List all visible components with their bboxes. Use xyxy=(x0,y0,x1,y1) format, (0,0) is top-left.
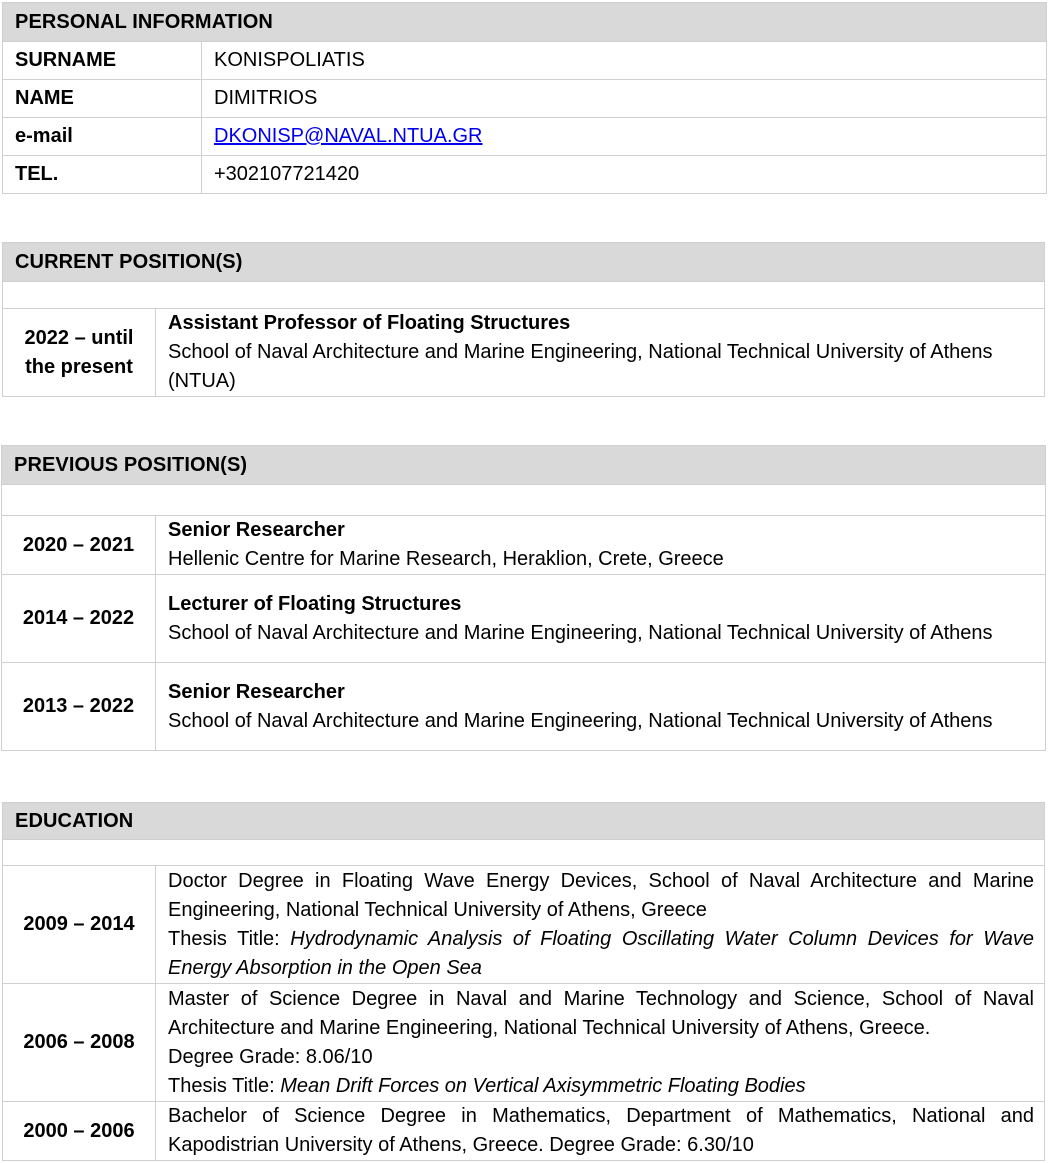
previous-positions-header: PREVIOUS POSITION(S) xyxy=(2,446,1046,485)
table-row xyxy=(3,1102,1045,1161)
position-years: 2013 – 2022 xyxy=(2,663,156,751)
table-row xyxy=(2,575,1046,663)
table-row xyxy=(2,663,1046,751)
position-organization: School of Naval Architecture and Marine Engineering, National Technical University of Athens xyxy=(168,709,993,732)
education-degree: Doctor Degree in Floating Wave Energy Devices, School of Naval Architecture and Marine Engineering, National Technical University of Athens, Greece xyxy=(168,869,1034,921)
thesis-label: Thesis Title: xyxy=(168,927,291,950)
email-link[interactable]: DKONISP@NAVAL.NTUA.GR xyxy=(214,125,483,147)
position-title: Senior Researcher xyxy=(168,519,345,541)
education-table xyxy=(2,802,1045,1161)
position-years: 2014 – 2022 xyxy=(2,575,156,663)
position-title: Lecturer of Floating Structures xyxy=(168,592,462,615)
education-degree: Master of Science Degree in Naval and Marine Technology and Science, School of Naval Architecture and Marine Engineering, National Technical University of Athens, Greece. xyxy=(168,987,1034,1039)
personal-information-table xyxy=(2,2,1047,194)
education-grade: Degree Grade: 8.06/10 xyxy=(168,1045,373,1068)
position-organization: Hellenic Centre for Marine Research, Heraklion, Crete, Greece xyxy=(168,548,724,570)
education-years: 2000 – 2006 xyxy=(3,1102,156,1161)
education-degree: Bachelor of Science Degree in Mathematics, Department of Mathematics, National and Kapodistrian University of Athens, Greece. Degree Grade: 6.30/10 xyxy=(168,1105,1034,1156)
personal-information-header: PERSONAL INFORMATION xyxy=(3,3,1047,42)
previous-positions-table xyxy=(1,445,1046,751)
tel-value: +302107721420 xyxy=(202,156,1047,194)
current-positions-table xyxy=(2,242,1045,397)
table-row xyxy=(3,866,1045,984)
surname-label: SURNAME xyxy=(3,42,202,80)
education-years: 2006 – 2008 xyxy=(3,984,156,1102)
position-organization: School of Naval Architecture and Marine Engineering, National Technical University of Athens xyxy=(168,621,993,644)
thesis-title: Mean Drift Forces on Vertical Axisymmetric Floating Bodies xyxy=(280,1074,806,1097)
table-row xyxy=(2,516,1046,575)
position-title: Senior Researcher xyxy=(168,680,345,703)
name-label: NAME xyxy=(3,80,202,118)
position-years: 2020 – 2021 xyxy=(2,516,156,575)
position-title: Assistant Professor of Floating Structures xyxy=(168,312,571,334)
tel-label: TEL. xyxy=(3,156,202,194)
table-row xyxy=(3,118,1047,156)
table-row xyxy=(3,156,1047,194)
table-row xyxy=(3,80,1047,118)
education-header: EDUCATION xyxy=(3,803,1045,840)
spacer-row xyxy=(2,485,1046,516)
spacer-row xyxy=(3,282,1045,309)
table-row xyxy=(3,42,1047,80)
thesis-label: Thesis Title: xyxy=(168,1074,281,1097)
position-organization: School of Naval Architecture and Marine Engineering, National Technical University of Athens (NTUA) xyxy=(168,341,993,392)
email-label: e-mail xyxy=(3,118,202,156)
table-row xyxy=(3,309,1045,397)
current-positions-header: CURRENT POSITION(S) xyxy=(3,243,1045,282)
education-years: 2009 – 2014 xyxy=(3,866,156,984)
table-row xyxy=(3,984,1045,1102)
position-years: 2022 – until the present xyxy=(3,309,156,397)
spacer-row xyxy=(3,840,1045,866)
surname-value: KONISPOLIATIS xyxy=(202,42,1047,80)
name-value: DIMITRIOS xyxy=(202,80,1047,118)
thesis-title: Hydrodynamic Analysis of Floating Oscillating Water Column Devices for Wave Energy Absorption in the Open Sea xyxy=(168,927,1034,979)
